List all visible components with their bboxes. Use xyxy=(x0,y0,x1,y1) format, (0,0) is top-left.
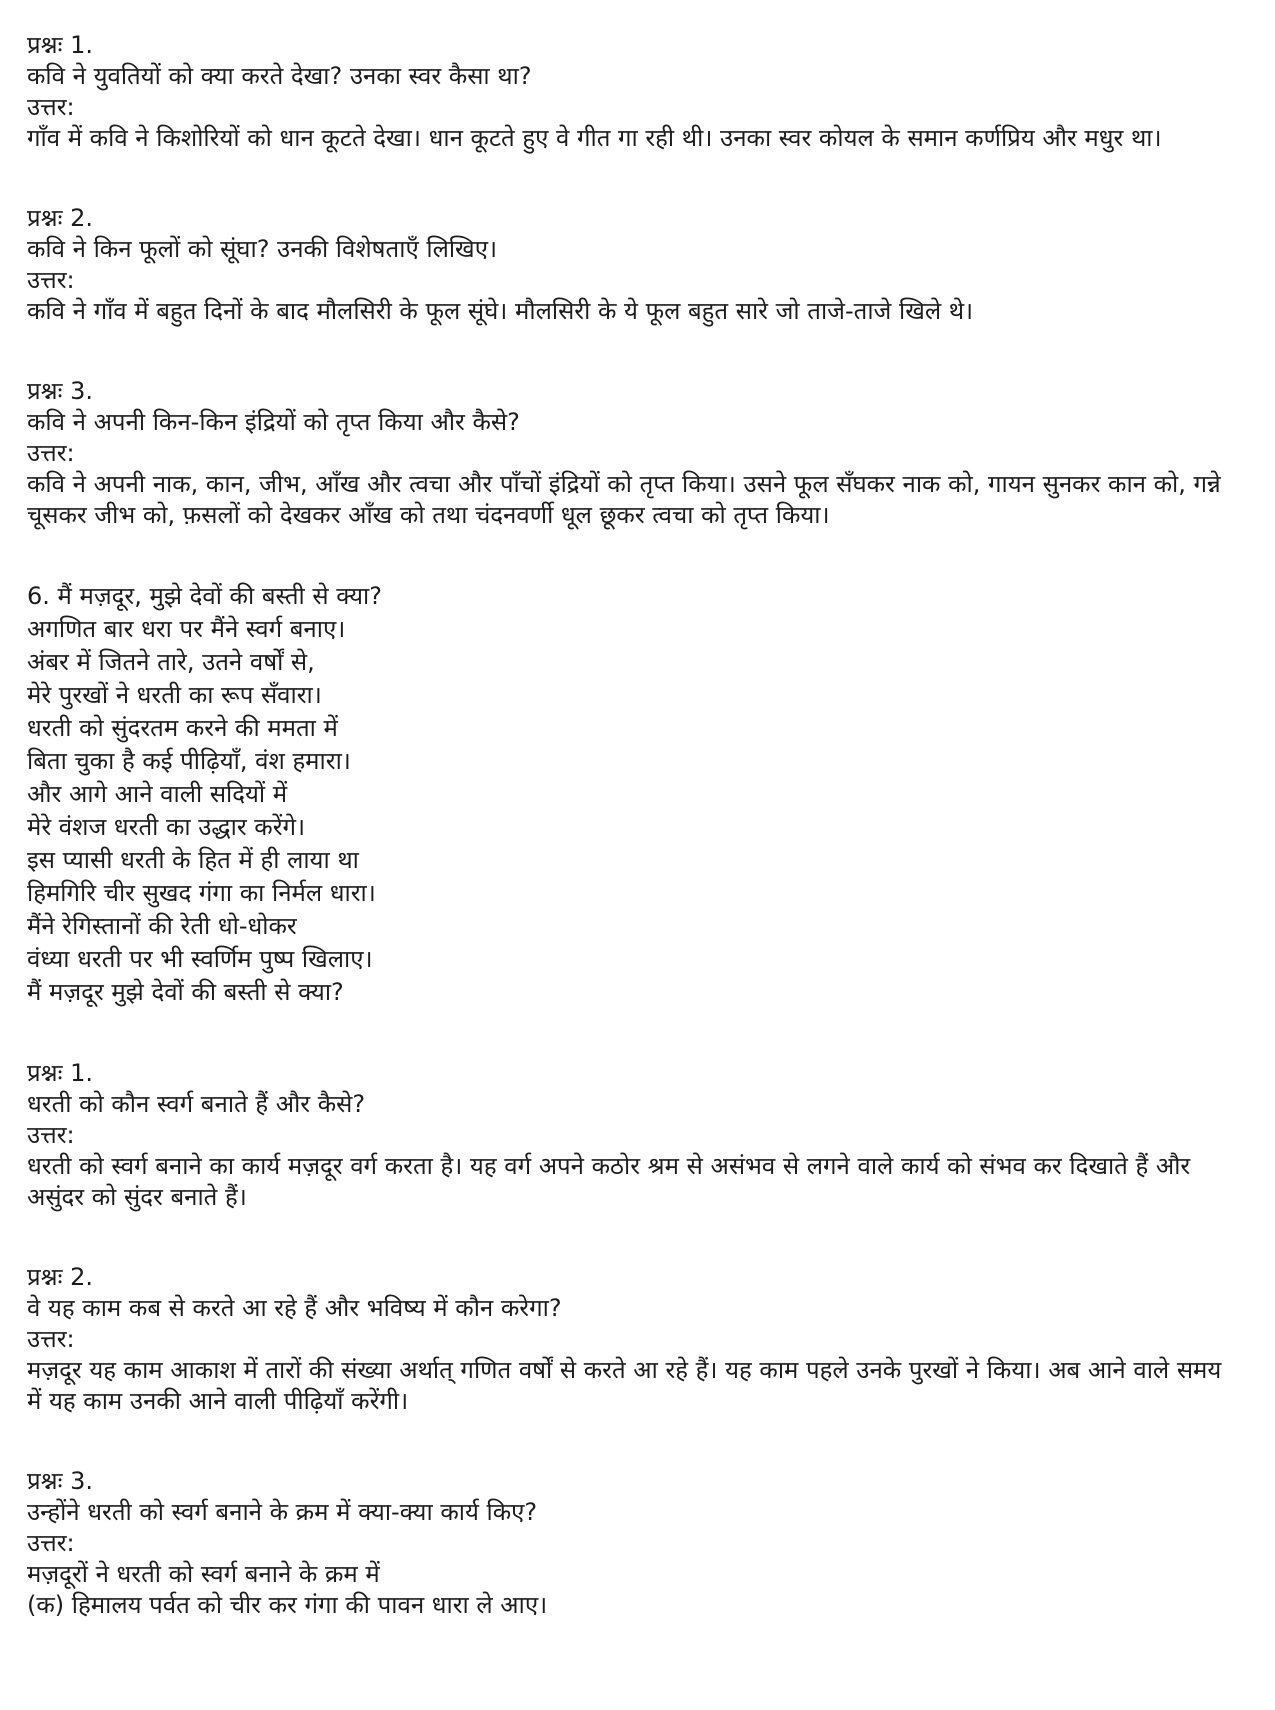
poem-line: 6. मैं मज़दूर, मुझे देवों की बस्ती से क्या? xyxy=(27,582,382,610)
question-label: प्रश्नः 3. xyxy=(27,1467,93,1495)
answer-intro-text: मज़दूरों ने धरती को स्वर्ग बनाने के क्रम में xyxy=(27,1560,380,1588)
poem-line: धरती को सुंदरतम करने की ममता में xyxy=(27,714,338,742)
answer-text: कवि ने गाँव में बहुत दिनों के बाद मौलसिरी के फूल सूंघे। मौलसिरी के ये फूल बहुत सारे जो ताजे-ताजे खिले थे। xyxy=(27,297,974,325)
qa-block-4 xyxy=(27,1058,1255,1213)
answer-label: उत्तर: xyxy=(27,1121,75,1149)
qa-block-1 xyxy=(27,30,1255,154)
poem-line: अंबर में जितने तारे, उतने वर्षों से, xyxy=(27,648,315,676)
question-text: धरती को कौन स्वर्ग बनाते हैं और कैसे? xyxy=(27,1090,366,1118)
answer-label: उत्तर: xyxy=(27,1325,75,1353)
question-label: प्रश्नः 1. xyxy=(27,1059,93,1087)
question-label: प्रश्नः 1. xyxy=(27,31,93,59)
qa-block-2 xyxy=(27,203,1255,327)
poem-line: अगणित बार धरा पर मैंने स्वर्ग बनाए। xyxy=(27,615,346,643)
poem-line: मैं मज़दूर मुझे देवों की बस्ती से क्या? xyxy=(27,978,344,1006)
poem-line: बिता चुका है कई पीढ़ियाँ, वंश हमारा। xyxy=(27,747,351,775)
question-text: वे यह काम कब से करते आ रहे हैं और भविष्य में कौन करेगा? xyxy=(27,1294,562,1322)
poem-line: मैंने रेगिस्तानों की रेती धो-धोकर xyxy=(27,912,297,940)
question-label: प्रश्नः 3. xyxy=(27,377,93,405)
question-text: कवि ने अपनी किन-किन इंद्रियों को तृप्त किया और कैसे? xyxy=(27,408,520,436)
poem-block xyxy=(27,580,1255,1009)
qa-block-3 xyxy=(27,376,1255,531)
question-text: उन्होंने धरती को स्वर्ग बनाने के क्रम में क्या-क्या कार्य किए? xyxy=(27,1498,538,1526)
answer-text: धरती को स्वर्ग बनाने का कार्य मज़दूर वर्ग करता है। यह वर्ग अपने कठोर श्रम से असंभव से लगने वाले कार्य को संभव कर दिखाते हैं और असुंदर को सुंदर बनाते हैं। xyxy=(27,1152,1191,1211)
answer-label: उत्तर: xyxy=(27,1529,75,1557)
poem-line: मेरे वंशज धरती का उद्धार करेंगे। xyxy=(27,813,306,841)
qa-block-6 xyxy=(27,1466,1255,1621)
poem-line: हिमगिरि चीर सुखद गंगा का निर्मल धारा। xyxy=(27,879,376,907)
poem-line: इस प्यासी धरती के हित में ही लाया था xyxy=(27,846,359,874)
answer-label: उत्तर: xyxy=(27,266,75,294)
answer-text: कवि ने अपनी नाक, कान, जीभ, आँख और त्वचा और पाँचों इंद्रियों को तृप्त किया। उसने फूल सँघकर नाक को, गायन सुनकर कान को, गन्ने चूसकर जीभ को, फ़सलों को देखकर आँख को तथा चंदनवर्णी धूल छूकर त्वचा को तृप्त किया। xyxy=(27,470,1221,529)
poem-line: मेरे पुरखों ने धरती का रूप सँवारा। xyxy=(27,681,322,709)
poem-line: और आगे आने वाली सदियों में xyxy=(27,780,288,808)
question-text: कवि ने युवतियों को क्या करते देखा? उनका स्वर कैसा था? xyxy=(27,62,532,90)
answer-text: गाँव में कवि ने किशोरियों को धान कूटते देखा। धान कूटते हुए वे गीत गा रही थी। उनका स्वर कोयल के समान कर्णप्रिय और मधुर था। xyxy=(27,124,1162,152)
qa-block-5 xyxy=(27,1262,1255,1417)
answer-text: मज़दूर यह काम आकाश में तारों की संख्या अर्थात् गणित वर्षों से करते आ रहे हैं। यह काम पहले उनके पुरखों ने किया। अब आने वाले समय में यह काम उनकी आने वाली पीढ़ियाँ करेंगी। xyxy=(27,1356,1222,1415)
question-text: कवि ने किन फूलों को सूंघा? उनकी विशेषताएँ लिखिए। xyxy=(27,235,498,263)
poem-line: वंध्या धरती पर भी स्वर्णिम पुष्प खिलाए। xyxy=(27,945,373,973)
answer-label: उत्तर: xyxy=(27,439,75,467)
question-label: प्रश्नः 2. xyxy=(27,204,93,232)
question-label: प्रश्नः 2. xyxy=(27,1263,93,1291)
answer-label: उत्तर: xyxy=(27,93,75,121)
answer-list-item-a: (क) हिमालय पर्वत को चीर कर गंगा की पावन धारा ले आए। xyxy=(27,1591,548,1619)
